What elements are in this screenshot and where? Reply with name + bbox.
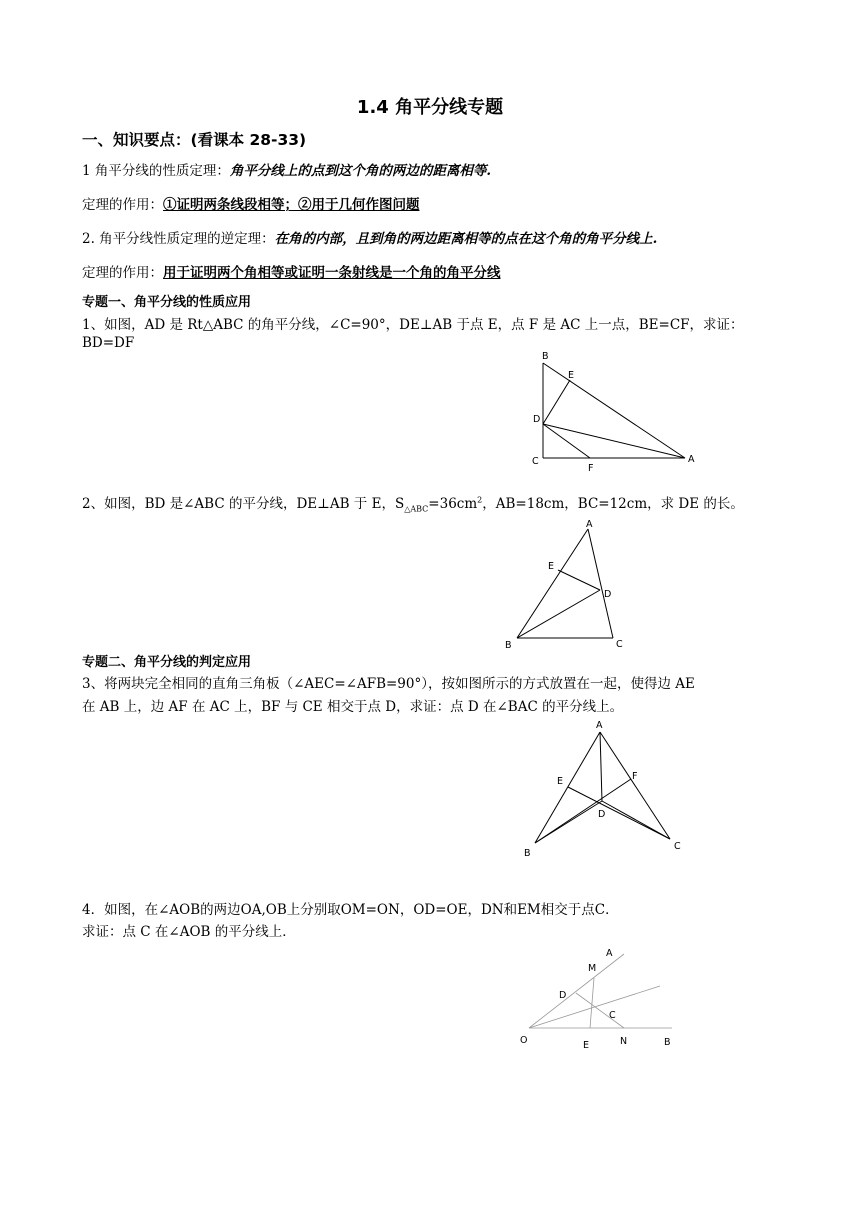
fig3-label-e: E — [557, 776, 564, 787]
theorem-2-lead: 2. 角平分线性质定理的逆定理： — [82, 231, 275, 247]
fig4-label-e: E — [583, 1040, 590, 1051]
usage-2-lead: 定理的作用： — [82, 265, 163, 281]
theorem-2 — [82, 227, 657, 247]
fig3-label-d: D — [598, 809, 606, 820]
question-2 — [82, 492, 744, 514]
fig4-label-m: M — [588, 963, 597, 974]
fig2-label-c: C — [616, 639, 623, 650]
fig4-label-a: A — [606, 948, 613, 959]
fig3-label-b: B — [524, 848, 531, 859]
fig2-label-a: A — [586, 519, 593, 530]
section-heading: 一、知识要点：(看课本 28-33) — [82, 131, 307, 149]
question-2-part-c: ，AB=18cm，BC=12cm，求 DE 的长。 — [482, 496, 744, 512]
topic-1-heading: 专题一、角平分线的性质应用 — [82, 295, 252, 310]
fig4-label-c: C — [609, 1010, 616, 1021]
fig1-label-a: A — [688, 454, 695, 465]
fig2-label-e: E — [548, 561, 555, 572]
question-2-part-a: 2、如图，BD 是∠ABC 的平分线，DE⊥AB 于 E，S — [82, 496, 405, 512]
figure-2 — [500, 515, 640, 651]
usage-1-text: ①证明两条线段相等；②用于几何作图问题 — [163, 197, 420, 213]
fig4-label-b: B — [664, 1037, 671, 1048]
fig4-label-d: D — [559, 990, 567, 1001]
theorem-2-usage — [82, 261, 501, 281]
question-2-part-b: =36cm — [428, 496, 478, 512]
fig1-label-f: F — [588, 463, 594, 472]
fig1-label-c: C — [532, 456, 539, 467]
question-1-line-1: 1、如图，AD 是 Rt△ABC 的角平分线，∠C=90°，DE⊥AB 于点 E，点 F 是 AC 上一点，BE=CF，求证： — [82, 317, 744, 333]
theorem-1-lead: 1 角平分线的性质定理： — [82, 163, 230, 179]
figure-3 — [520, 715, 690, 860]
fig1-label-e: E — [568, 370, 575, 381]
theorem-1 — [82, 159, 491, 179]
fig2-label-d: D — [604, 589, 612, 600]
question-3-line-2: 在 AB 上，边 AF 在 AC 上，BF 与 CE 相交于点 D，求证：点 D 在∠BAC 的平分线上。 — [82, 699, 624, 715]
question-4-line-1: 4．如图，在∠AOB的两边OA,OB上分别取OM=ON，OD=OE，DN和EM相交于点C． — [82, 902, 619, 918]
fig3-label-c: C — [674, 841, 681, 852]
question-3-line-1: 3、将两块完全相同的直角三角板（∠AEC=∠AFB=90°），按如图所示的方式放置在一起，使得边 AE — [82, 676, 695, 692]
fig2-label-b: B — [505, 640, 512, 651]
fig1-label-d: D — [533, 414, 541, 425]
question-2-superscript: 2 — [477, 495, 483, 505]
theorem-1-text: 角平分线上的点到这个角的两边的距离相等. — [229, 163, 492, 179]
question-4-line-2: 求证：点 C 在∠AOB 的平分线上． — [82, 924, 296, 940]
topic-2-heading: 专题二、角平分线的判定应用 — [82, 655, 252, 670]
fig4-label-n: N — [620, 1036, 628, 1047]
fig1-label-b: B — [542, 351, 549, 362]
question-2-subscript: △ABC — [404, 504, 429, 514]
theorem-2-text: 在角的内部，且到角的两边距离相等的点在这个角的角平分线上. — [274, 231, 658, 247]
theorem-1-usage — [82, 193, 420, 213]
usage-2-text: 用于证明两个角相等或证明一条射线是一个角的角平分线 — [163, 265, 501, 281]
usage-1-lead: 定理的作用： — [82, 197, 163, 213]
question-1-line-2: BD=DF — [82, 335, 135, 351]
page-title: 1.4 角平分线专题 — [356, 97, 504, 118]
figure-1 — [528, 348, 698, 472]
fig3-label-f: F — [632, 771, 638, 782]
figure-4 — [512, 942, 692, 1052]
fig3-label-a: A — [596, 720, 603, 731]
fig4-label-o: O — [520, 1035, 528, 1046]
